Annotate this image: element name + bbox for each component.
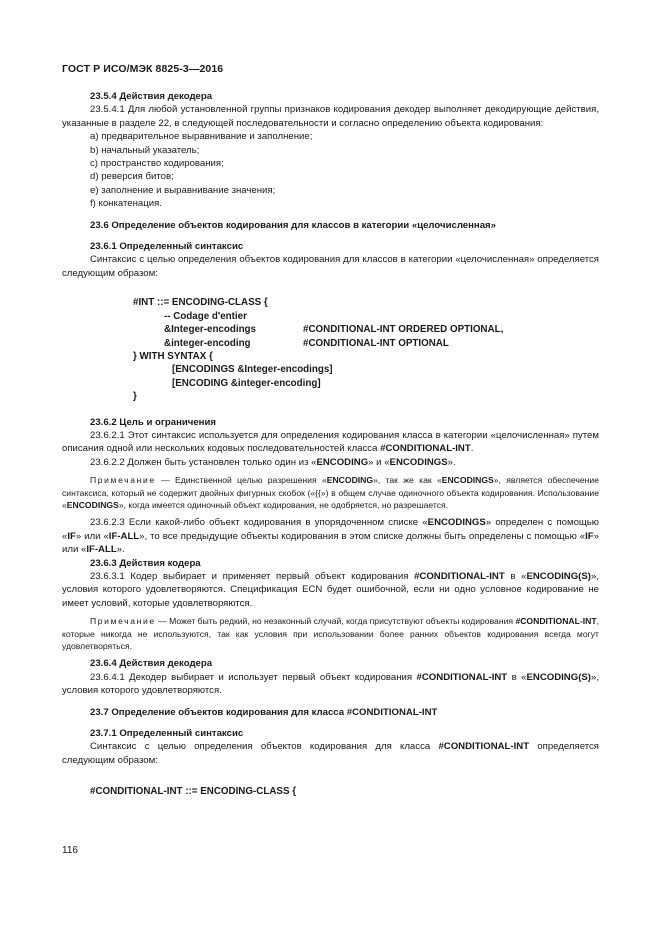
page-number: 116 [62, 845, 78, 856]
note-23-6-2: Примечание — Единственной целью разрешения «ENCODING», так же как «ENCODINGS», является обеспечение синтаксиса, который не содержит двойных фигурных скобок («{{») в общем случае одиночного объекта кодирования. Использование «ENCODINGS», когда имеется одиночный объект кодирования, не одобряется, но разрешается. [62, 475, 599, 510]
code-line: #CONDITIONAL-INT ::= ENCODING-CLASS { [90, 786, 297, 798]
paragraph-23-6-4-1: 23.6.4.1 Декодер выбирает и использует первый объект кодирования #CONDITIONAL-INT в «ENCODING(S)», условия которого удовлетворяются. [62, 671, 600, 697]
note-23-6-3: Примечание — Может быть редкий, но незаконный случай, когда присутствуют объекты кодирования #CONDITIONAL-INT, которые никогда не используются, так как условия при использовании более ранних объектов кодирования всегда могут удовлетворяться. [62, 616, 599, 652]
code-line: [ENCODINGS &Integer-encodings] [172, 364, 333, 376]
section-heading-23-6-4: 23.6.4 Действия декодера [90, 658, 213, 670]
code-field: &integer-encoding [164, 337, 251, 349]
code-line: } [133, 391, 137, 403]
paragraph-23-6-2-2: 23.6.2.2 Должен быть установлен только один из «ENCODING» и «ENCODINGS». [90, 456, 456, 468]
code-line: [ENCODING &integer-encoding] [172, 377, 321, 389]
code-line: #INT ::= ENCODING-CLASS { [133, 297, 268, 309]
list-item: b) начальный указатель; [90, 144, 200, 156]
page-content [62, 90, 599, 799]
code-type: #CONDITIONAL-INT ORDERED OPTIONAL, [303, 324, 504, 336]
code-block-conditional-int [62, 785, 599, 798]
paragraph-23-6-2-3: 23.6.2.3 Если какой-либо объект кодирования в упорядоченном списке «ENCODINGS» определен с помощью «IF» или «IF-ALL», то все предыдущие объекты кодирования в этом списке должны быть определены с помощью «IF» или «IF-ALL». [62, 517, 600, 556]
code-line [164, 323, 599, 336]
section-heading-23-6-2: 23.6.2 Цель и ограничения [90, 416, 216, 428]
section-heading-23-6: 23.6 Определение объектов кодирования для классов в категории «целочисленная» [90, 219, 496, 231]
list-item: e) заполнение и выравнивание значения; [90, 184, 276, 196]
section-heading-23-5-4: 23.5.4 Действия декодера [90, 91, 213, 102]
paragraph-23-7-1: Синтаксис с целью определения объектов кодирования для класса #CONDITIONAL-INT определяется следующим образом: [62, 741, 599, 766]
paragraph-23-5-4-1: 23.5.4.1 Для любой установленной группы признаков кодирования декодер выполняет декодирующие действия, указанные в разделе 22, в следующей последовательности и согласно определению объекта кодирования: [62, 104, 599, 129]
list-item: c) пространство кодирования; [90, 158, 224, 170]
code-block-int [62, 296, 599, 403]
list-item: f) конкатенация. [90, 198, 162, 210]
paragraph-23-6-3-1: 23.6.3.1 Кодер выбирает и применяет первый объект кодирования #CONDITIONAL-INT в «ENCODING(S)», условия которого удовлетворяются. Спецификация ECN будет ошибочной, если ни одно условное кодирование не имеет условий, которые удовлетворяются. [62, 571, 599, 609]
section-heading-23-6-1: 23.6.1 Определенный синтаксис [90, 241, 244, 253]
code-type: #CONDITIONAL-INT OPTIONAL [303, 337, 449, 349]
code-line [164, 337, 599, 350]
section-heading-23-6-3: 23.6.3 Действия кодера [90, 557, 201, 569]
code-line: } WITH SYNTAX { [133, 350, 213, 362]
list-item: a) предварительное выравнивание и заполнение; [90, 131, 313, 143]
paragraph-23-6-2-1: 23.6.2.1 Этот синтаксис используется для определения кодирования класса в категории «целочисленная» путем описания одной или нескольких кодовых последовательностей класса #CONDITIONAL-INT. [62, 429, 599, 455]
document-header: ГОСТ Р ИСО/МЭК 8825-3—2016 [62, 63, 224, 75]
section-heading-23-7: 23.7 Определение объектов кодирования для класса #CONDITIONAL-INT [90, 706, 438, 718]
code-field: &Integer-encodings [164, 324, 256, 336]
code-line: -- Codage d'entier [164, 310, 247, 322]
paragraph-23-6-1: Синтаксис с целью определения объектов кодирования для классов в категории «целочисленная» определяется следующим образом: [62, 254, 599, 279]
section-heading-23-7-1: 23.7.1 Определенный синтаксис [90, 728, 244, 740]
list-item: d) реверсия битов; [90, 171, 174, 183]
note-label: Примечание [90, 616, 156, 627]
note-label: Примечание [90, 475, 156, 486]
